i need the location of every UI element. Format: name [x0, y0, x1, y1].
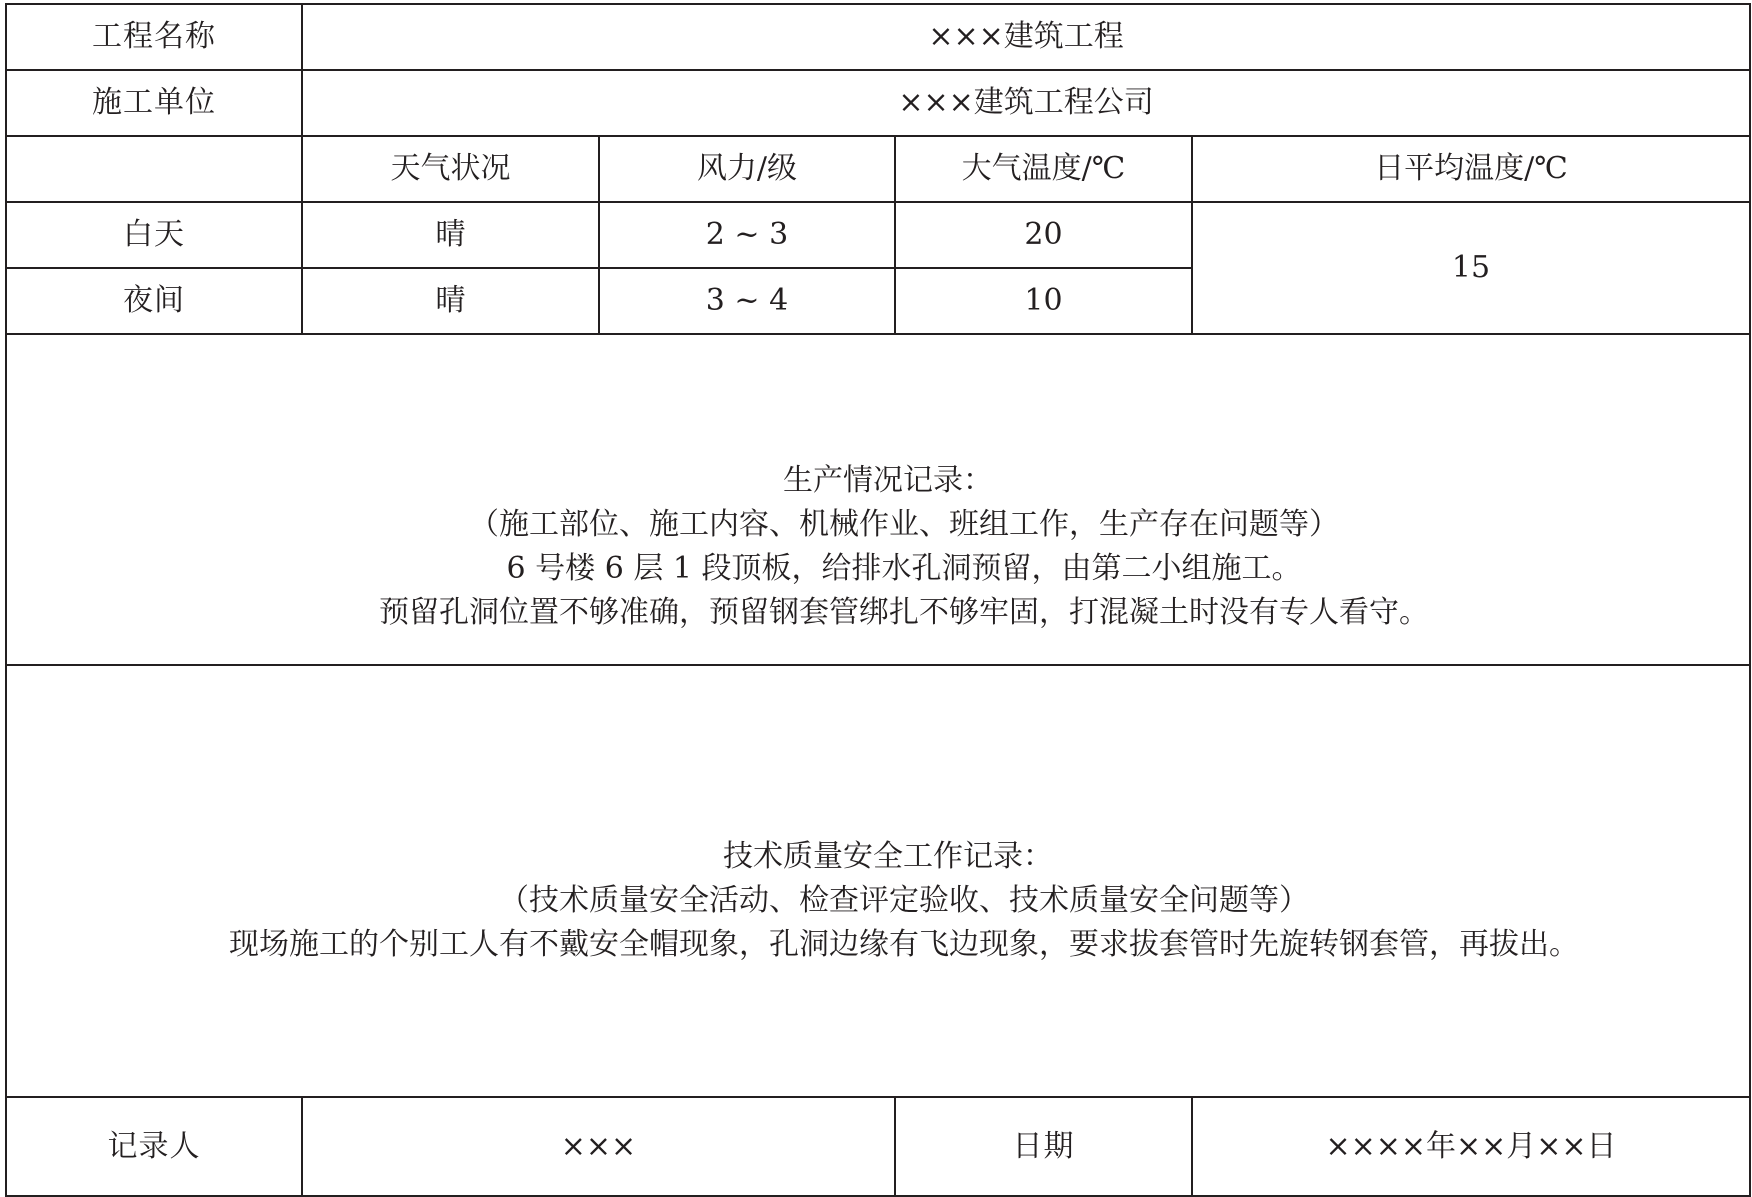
weather-header-condition: 天气状况: [302, 136, 599, 202]
daily-average-temperature: 15: [1192, 202, 1750, 334]
recorder-value: ×××: [302, 1097, 895, 1196]
date-value: ××××年××月××日: [1192, 1097, 1750, 1196]
night-condition: 晴: [302, 268, 599, 334]
project-name-value: ×××建筑工程: [302, 4, 1750, 70]
footer-row: [6, 1097, 1750, 1196]
project-name-label: 工程名称: [6, 4, 302, 70]
day-wind: 2 ~ 3: [599, 202, 895, 268]
construction-log-table: [5, 3, 1751, 1197]
weather-header-wind: 风力/级: [599, 136, 895, 202]
technical-record-line: 现场施工的个别工人有不戴安全帽现象，孔洞边缘有飞边现象，要求拔套管时先旋转钢套管，再拔出。: [229, 927, 1580, 962]
day-label: 白天: [6, 202, 302, 268]
production-record-line: 6 号楼 6 层 1 段顶板，给排水孔洞预留，由第二小组施工。: [506, 550, 1302, 586]
weather-header-row: [6, 136, 1750, 202]
weather-header-blank: [6, 136, 302, 202]
production-record-line: 预留孔洞位置不够准确，预留钢套管绑扎不够牢固，打混凝土时没有专人看守。: [379, 594, 1430, 630]
night-label: 夜间: [6, 268, 302, 334]
date-label: 日期: [895, 1097, 1192, 1196]
night-temperature: 10: [895, 268, 1192, 334]
production-record-row: [6, 334, 1750, 665]
night-wind: 3 ~ 4: [599, 268, 895, 334]
production-record-heading: 生产情况记录：: [783, 462, 994, 498]
contractor-value: ×××建筑工程公司: [302, 70, 1750, 136]
technical-record-heading: 技术质量安全工作记录：: [723, 839, 1054, 874]
technical-record-row: [6, 665, 1750, 1097]
contractor-label: 施工单位: [6, 70, 302, 136]
weather-day-row: [6, 202, 1750, 268]
technical-record-section: [6, 665, 1750, 1097]
production-record-hint: （施工部位、施工内容、机械作业、班组工作，生产存在问题等）: [469, 506, 1340, 542]
technical-record-hint: （技术质量安全活动、检查评定验收、技术质量安全问题等）: [499, 883, 1310, 918]
weather-header-temperature: 大气温度/℃: [895, 136, 1192, 202]
contractor-row: [6, 70, 1750, 136]
weather-header-daily-average: 日平均温度/℃: [1192, 136, 1750, 202]
day-temperature: 20: [895, 202, 1192, 268]
project-name-row: [6, 4, 1750, 70]
recorder-label: 记录人: [6, 1097, 302, 1196]
day-condition: 晴: [302, 202, 599, 268]
production-record-section: [6, 334, 1750, 665]
